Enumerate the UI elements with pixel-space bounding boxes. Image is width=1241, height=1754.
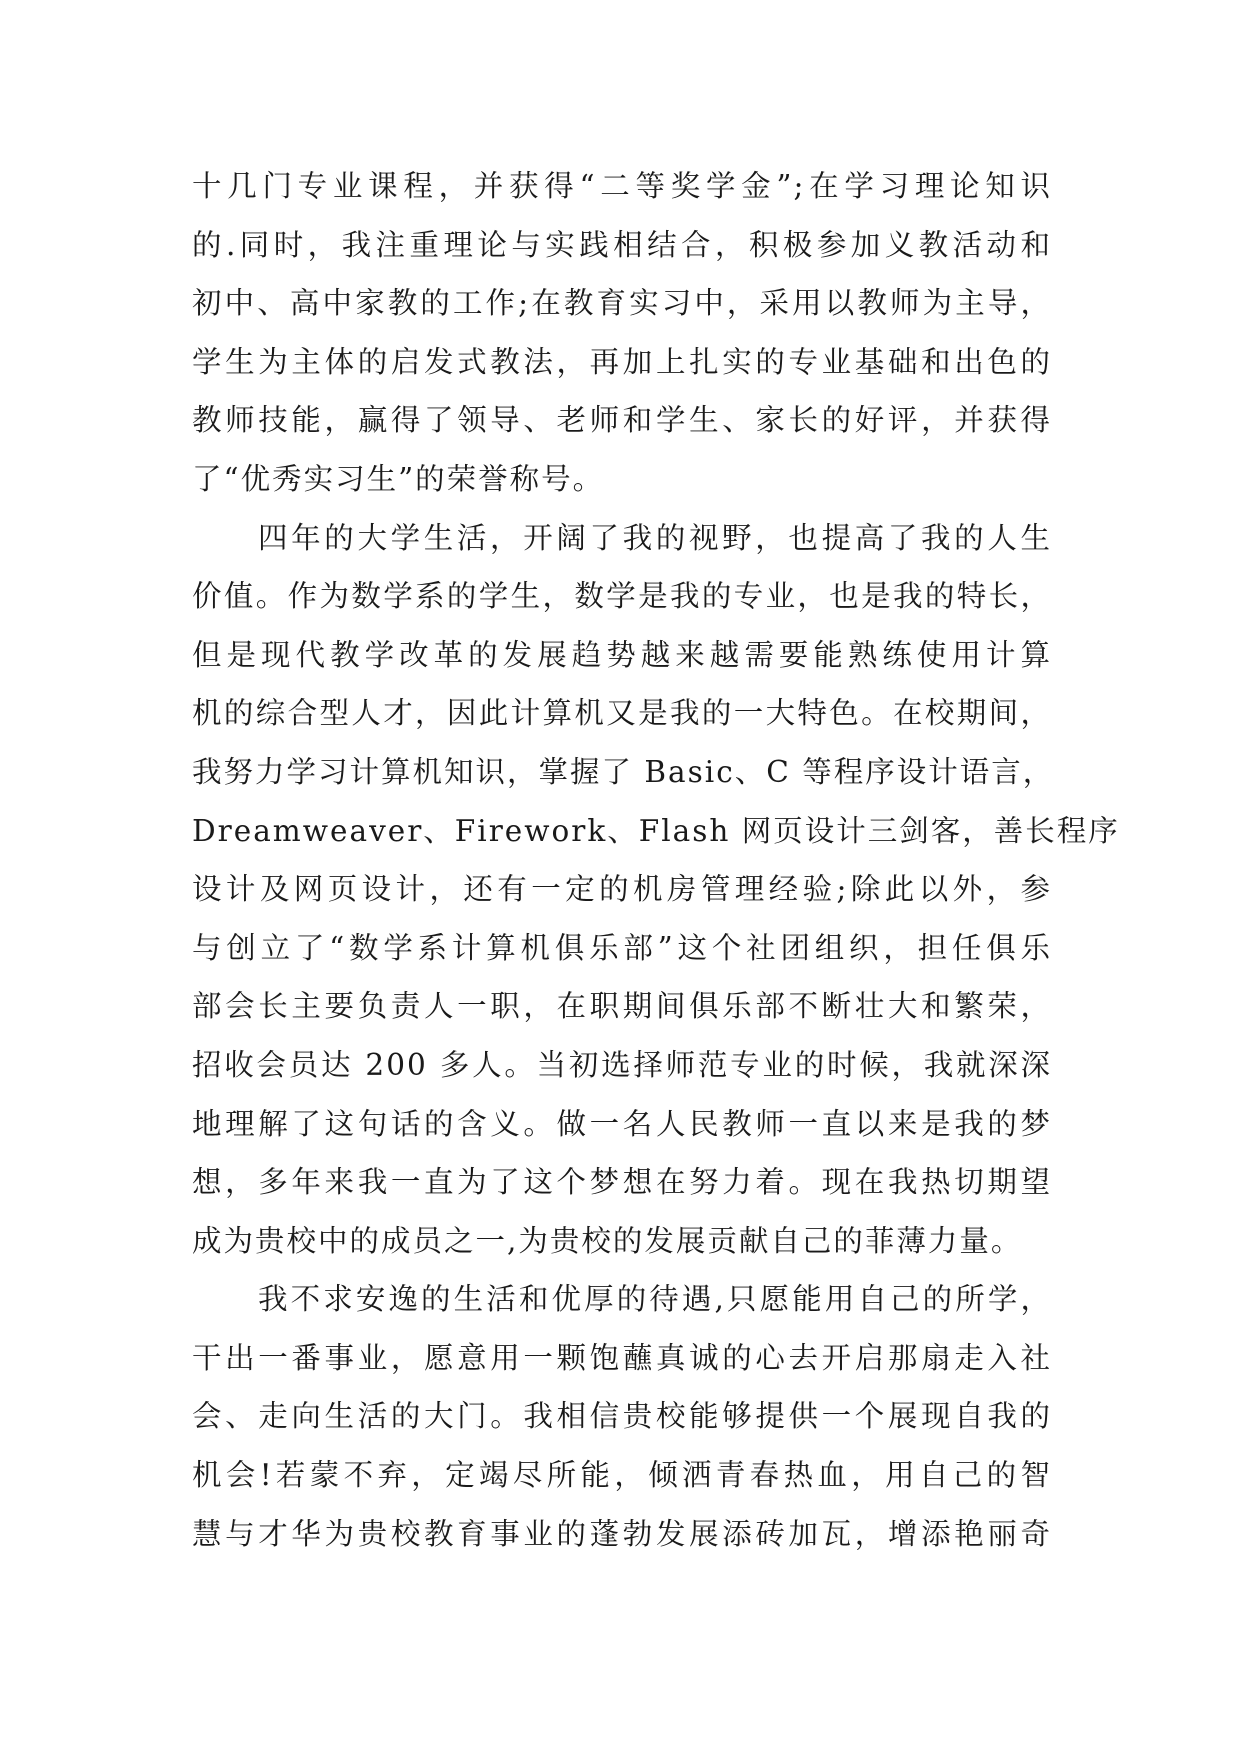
- text-line: 干出一番事业，愿意用一颗饱蘸真诚的心去开启那扇走入社: [192, 1340, 1052, 1375]
- text-line: 价值。作为数学系的学生，数学是我的专业，也是我的特长，: [192, 579, 1052, 614]
- text-line: 我努力学习计算机知识，掌握了 Basic、C 等程序设计语言，: [192, 754, 1055, 789]
- text-line: 教师技能，赢得了领导、老师和学生、家长的好评，并获得: [192, 403, 1052, 438]
- text-line: 会、走向生活的大门。我相信贵校能够提供一个展现自我的: [192, 1399, 1052, 1434]
- paragraph-first-line: 四年的大学生活，开阔了我的视野，也提高了我的人生: [258, 520, 1052, 555]
- text-line: 但是现代教学改革的发展趋势越来越需要能熟练使用计算: [192, 637, 1052, 672]
- paragraph-first-line: 我不求安逸的生活和优厚的待遇,只愿能用自己的所学，: [258, 1282, 1052, 1317]
- text-line: Dreamweaver、Firework、Flash 网页设计三剑客，善长程序: [192, 813, 1120, 848]
- text-line: 想，多年来我一直为了这个梦想在努力着。现在我热切期望: [192, 1165, 1052, 1200]
- text-line: 机会!若蒙不弃，定竭尽所能，倾洒青春热血，用自己的智: [192, 1458, 1052, 1493]
- text-line: 设计及网页设计，还有一定的机房管理经验;除此以外，参: [192, 872, 1052, 907]
- letter-body: [192, 157, 1120, 1563]
- text-line: 初中、高中家教的工作;在教育实习中，采用以教师为主导，: [192, 286, 1052, 321]
- text-line: 部会长主要负责人一职，在职期间俱乐部不断壮大和繁荣，: [192, 989, 1052, 1024]
- text-line: 了“优秀实习生”的荣誉称号。: [192, 461, 605, 496]
- text-line: 学生为主体的启发式教法，再加上扎实的专业基础和出色的: [192, 344, 1052, 379]
- text-line: 成为贵校中的成员之一,为贵校的发展贡献自己的菲薄力量。: [192, 1223, 1023, 1258]
- text-line: 与创立了“数学系计算机俱乐部”这个社团组织，担任俱乐: [192, 930, 1052, 965]
- text-line: 机的综合型人才，因此计算机又是我的一大特色。在校期间，: [192, 696, 1052, 731]
- text-line: 十几门专业课程，并获得“二等奖学金”;在学习理论知识: [192, 169, 1052, 203]
- text-line: 慧与才华为贵校教育事业的蓬勃发展添砖加瓦，增添艳丽奇: [192, 1516, 1052, 1551]
- text-line: 地理解了这句话的含义。做一名人民教师一直以来是我的梦: [192, 1106, 1052, 1141]
- text-line: 的.同时，我注重理论与实践相结合，积极参加义教活动和: [192, 227, 1052, 262]
- text-line: 招收会员达 200 多人。当初选择师范专业的时候，我就深深: [192, 1047, 1052, 1082]
